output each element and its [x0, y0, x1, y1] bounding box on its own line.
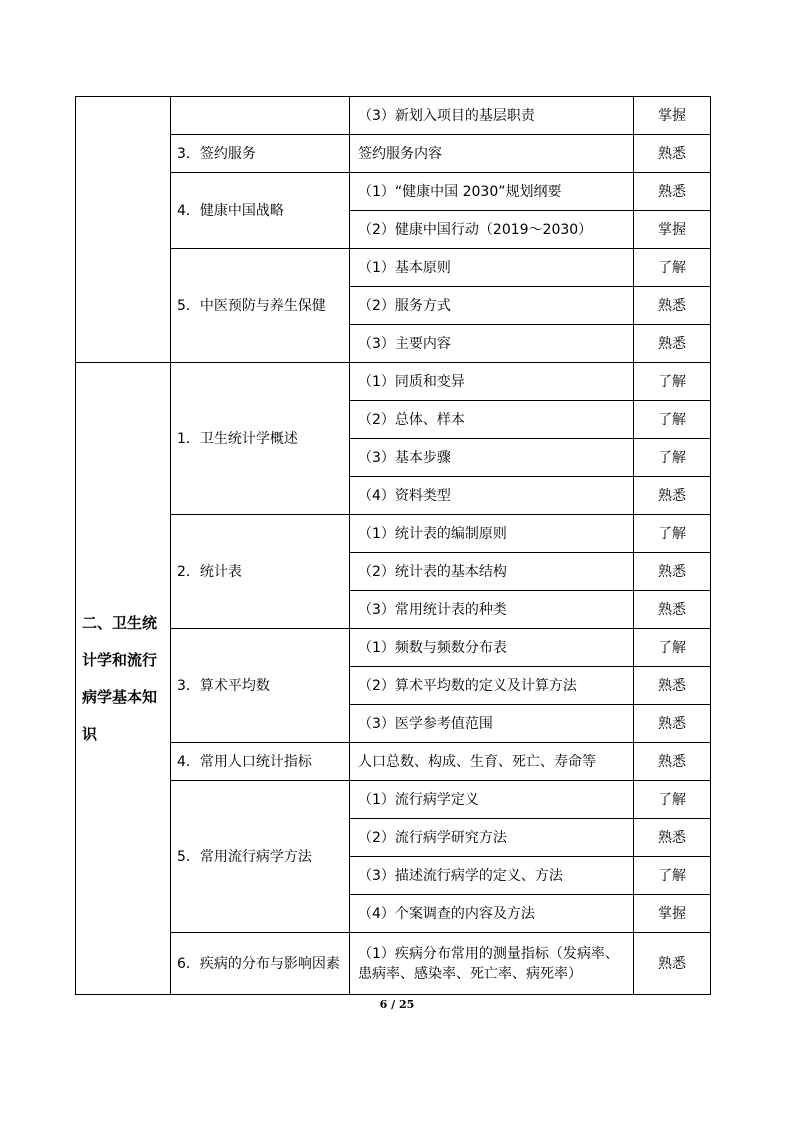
level-cell: 熟悉 — [634, 667, 711, 705]
content-cell: （1）“健康中国 2030”规划纲要 — [350, 173, 634, 211]
content-cell: （1）频数与频数分布表 — [350, 629, 634, 667]
subunit-cell: 5．常用流行病学方法 — [171, 781, 350, 933]
content-cell: （3）基本步骤 — [350, 439, 634, 477]
level-cell: 熟悉 — [634, 933, 711, 995]
level-cell: 了解 — [634, 857, 711, 895]
content-cell: （3）主要内容 — [350, 325, 634, 363]
level-cell: 了解 — [634, 401, 711, 439]
content-cell: （1）同质和变异 — [350, 363, 634, 401]
level-cell: 掌握 — [634, 97, 711, 135]
level-cell: 了解 — [634, 629, 711, 667]
level-cell: 熟悉 — [634, 743, 711, 781]
level-cell: 了解 — [634, 249, 711, 287]
content-cell: （2）流行病学研究方法 — [350, 819, 634, 857]
subunit-cell: 4．常用人口统计指标 — [171, 743, 350, 781]
subunit-cell-continued — [171, 97, 350, 135]
subunit-cell: 4．健康中国战略 — [171, 173, 350, 249]
level-cell: 熟悉 — [634, 135, 711, 173]
content-cell: （2）总体、样本 — [350, 401, 634, 439]
level-cell: 熟悉 — [634, 287, 711, 325]
level-cell: 熟悉 — [634, 325, 711, 363]
subunit-cell: 3．签约服务 — [171, 135, 350, 173]
content-cell: （3）描述流行病学的定义、方法 — [350, 857, 634, 895]
content-cell: （2）统计表的基本结构 — [350, 553, 634, 591]
subunit-cell: 5．中医预防与养生保健 — [171, 249, 350, 363]
content-cell: （2）算术平均数的定义及计算方法 — [350, 667, 634, 705]
level-cell: 了解 — [634, 439, 711, 477]
level-cell: 了解 — [634, 781, 711, 819]
level-cell: 熟悉 — [634, 591, 711, 629]
page-number: 6 / 25 — [379, 998, 415, 1011]
unit-cell-continued — [76, 97, 171, 363]
subunit-cell: 1．卫生统计学概述 — [171, 363, 350, 515]
content-cell: （3）医学参考值范围 — [350, 705, 634, 743]
content-cell: （2）服务方式 — [350, 287, 634, 325]
level-cell: 熟悉 — [634, 705, 711, 743]
subunit-cell: 6．疾病的分布与影响因素 — [171, 933, 350, 995]
content-cell: （4）资料类型 — [350, 477, 634, 515]
content-cell: 人口总数、构成、生育、死亡、寿命等 — [350, 743, 634, 781]
level-cell: 熟悉 — [634, 819, 711, 857]
content-cell: （1）疾病分布常用的测量指标（发病率、患病率、感染率、死亡率、病死率） — [350, 933, 634, 995]
level-cell: 掌握 — [634, 211, 711, 249]
content-cell: （4）个案调查的内容及方法 — [350, 895, 634, 933]
content-cell: （3）常用统计表的种类 — [350, 591, 634, 629]
level-cell: 熟悉 — [634, 477, 711, 515]
subunit-cell: 3．算术平均数 — [171, 629, 350, 743]
level-cell: 掌握 — [634, 895, 711, 933]
level-cell: 熟悉 — [634, 173, 711, 211]
content-cell: 签约服务内容 — [350, 135, 634, 173]
level-cell: 熟悉 — [634, 553, 711, 591]
level-cell: 了解 — [634, 363, 711, 401]
unit-cell: 二、卫生统计学和流行病学基本知识 — [76, 363, 171, 995]
content-cell: （1）流行病学定义 — [350, 781, 634, 819]
content-cell: （2）健康中国行动（2019～2030） — [350, 211, 634, 249]
level-cell: 了解 — [634, 515, 711, 553]
content-cell: （1）基本原则 — [350, 249, 634, 287]
content-cell: （1）统计表的编制原则 — [350, 515, 634, 553]
content-cell: （3）新划入项目的基层职责 — [350, 97, 634, 135]
subunit-cell: 2．统计表 — [171, 515, 350, 629]
syllabus-table — [75, 96, 711, 995]
